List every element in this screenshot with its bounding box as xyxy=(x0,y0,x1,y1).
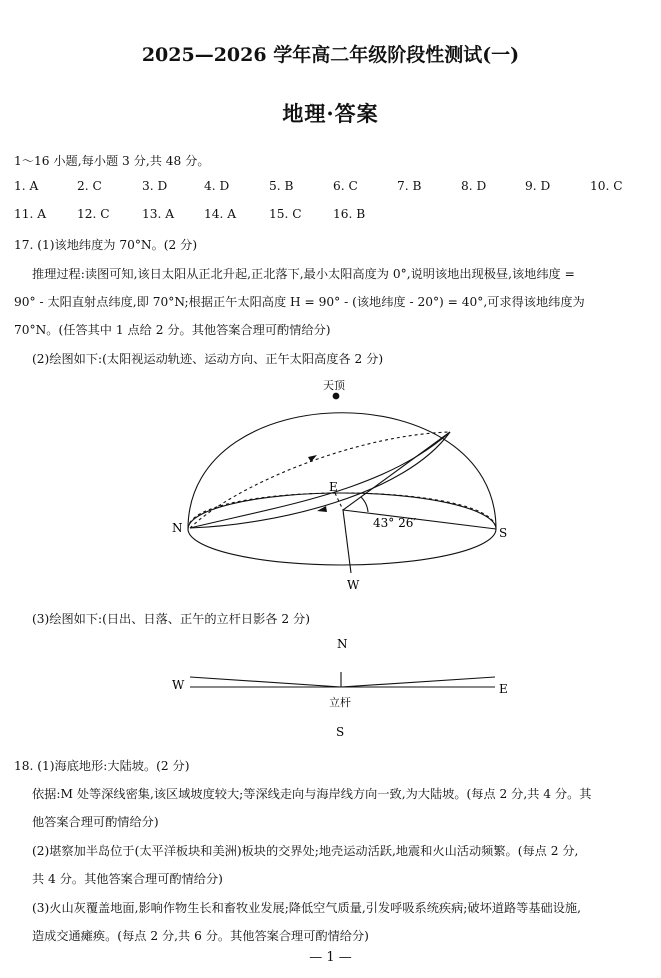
south-line xyxy=(343,510,496,529)
mc-intro: 1～16 小题,每小题 3 分,共 48 分。 xyxy=(14,154,210,168)
mc-answer: 4. D xyxy=(204,179,230,193)
east-shadow xyxy=(341,677,495,687)
mc-answer: 9. D xyxy=(525,179,551,193)
east-label: E xyxy=(499,682,508,696)
east-label: E xyxy=(329,480,338,494)
mc-answer: 5. B xyxy=(269,179,294,193)
mc-answer: 11. A xyxy=(14,207,47,221)
north-label: N xyxy=(172,521,183,535)
q17-part3: (3)绘图如下:(日出、日落、正午的立杆日影各 2 分) xyxy=(32,612,310,626)
mc-answer: 6. C xyxy=(333,179,358,193)
page-subtitle: 地理·答案 xyxy=(282,101,379,126)
west-label: W xyxy=(172,678,185,692)
q18-line: 造成交通瘫痪。(每点 2 分,共 6 分。其他答案合理可酌情给分) xyxy=(32,929,369,943)
noon-sun-ray xyxy=(343,432,450,510)
mc-answer: 16. B xyxy=(333,207,366,221)
q17-part2: (2)绘图如下:(太阳视运动轨迹、运动方向、正午太阳高度各 2 分) xyxy=(32,352,384,366)
q18-line: 依据:M 处等深线密集,该区域坡度较大;等深线走向与海岸线方向一致,为大陆坡。(每点 2 分,共 4 分。其 xyxy=(32,787,592,801)
page-title: 2025—2026 学年高二年级阶段性测试(一) xyxy=(141,44,520,66)
zenith-label: 天顶 xyxy=(323,380,345,392)
sun-path-diagram xyxy=(165,380,525,595)
west-shadow xyxy=(190,677,341,687)
mc-answer: 8. D xyxy=(461,179,487,193)
mc-answer: 13. A xyxy=(142,207,175,221)
q17-part1: 17. (1)该地纬度为 70°N。(2 分) xyxy=(14,238,198,252)
angle-arc xyxy=(361,497,368,512)
q18-part2: (2)堪察加半岛位于(太平洋板块和美洲)板块的交界处;地壳运动活跃,地震和火山活动频繁。(每点 2 分, xyxy=(32,844,579,858)
q18-part1: 18. (1)海底地形:大陆坡。(2 分) xyxy=(14,759,190,773)
horizon-ellipse xyxy=(188,493,496,565)
q17-reasoning-line: 90° - 太阳直射点纬度,即 70°N;根据正午太阳高度 H = 90° - (该地纬度 - 20°) = 40°,可求得该地纬度为 xyxy=(14,295,585,309)
mc-answer: 1. A xyxy=(14,179,39,193)
q17-reasoning-line: 70°N。(任答其中 1 点给 2 分。其他答案合理可酌情给分) xyxy=(14,323,331,337)
noon-angle-label: 43° 26′ xyxy=(373,516,417,530)
mc-answer: 7. B xyxy=(397,179,422,193)
q18-line: 他答案合理可酌情给分) xyxy=(32,815,159,829)
celestial-dome xyxy=(188,413,496,529)
mc-answer: 10. C xyxy=(590,179,623,193)
pole-shadow-diagram xyxy=(165,634,525,744)
north-label: N xyxy=(337,637,348,651)
mc-answer: 12. C xyxy=(77,207,110,221)
zenith-point xyxy=(333,393,340,400)
west-label: W xyxy=(347,578,360,592)
pole-label: 立杆 xyxy=(329,696,351,709)
south-label: S xyxy=(499,526,508,540)
south-label: S xyxy=(336,725,345,739)
mc-answer: 15. C xyxy=(269,207,302,221)
mc-answer: 2. C xyxy=(77,179,102,193)
page-number: — 1 — xyxy=(309,950,352,965)
q18-line: 共 4 分。其他答案合理可酌情给分) xyxy=(32,872,223,886)
west-line xyxy=(343,510,351,573)
mc-answer: 3. D xyxy=(142,179,168,193)
mc-answer: 14. A xyxy=(204,207,237,221)
q18-part3: (3)火山灰覆盖地面,影响作物生长和畜牧业发展;降低空气质量,引发呼吸系统疾病;破坏道路等基础设施, xyxy=(32,901,581,915)
q17-reasoning-line: 推理过程:读图可知,该日太阳从正北升起,正北落下,最小太阳高度为 0°,说明该地出现极昼,该地纬度 = xyxy=(32,267,575,281)
